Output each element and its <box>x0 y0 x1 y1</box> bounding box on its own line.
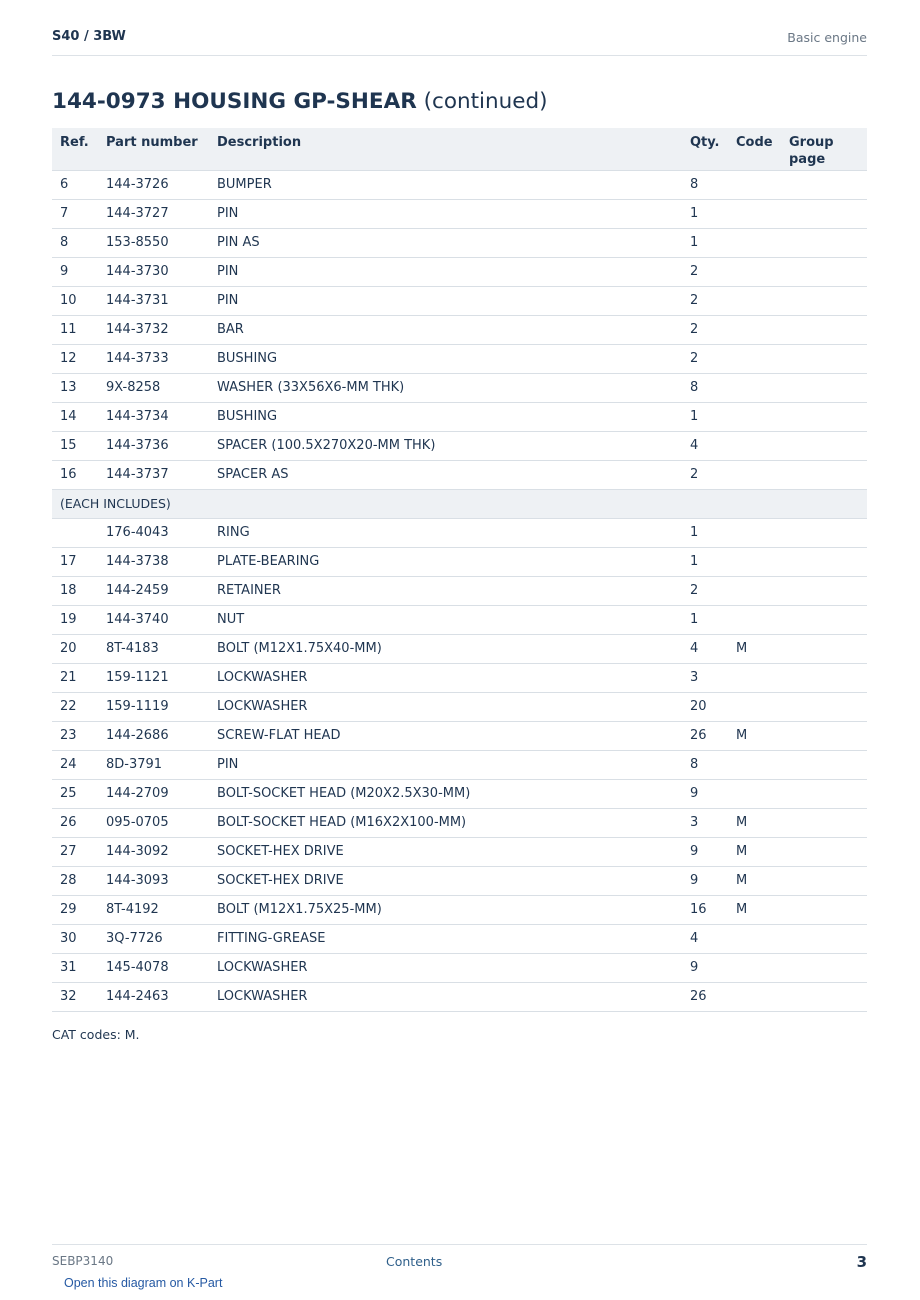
qty-cell: 8 <box>682 750 728 779</box>
group-page-cell <box>781 721 867 750</box>
ref-cell: 15 <box>52 431 98 460</box>
code-cell <box>728 228 781 257</box>
ref-cell: 13 <box>52 373 98 402</box>
ref-cell: 32 <box>52 982 98 1011</box>
table-row <box>52 170 867 199</box>
code-cell <box>728 692 781 721</box>
continued-label: (continued) <box>423 89 548 114</box>
part-number-cell: 144-3733 <box>98 344 209 373</box>
description-cell: BUSHING <box>209 344 682 373</box>
parts-table-body <box>52 170 867 1011</box>
ref-cell: 23 <box>52 721 98 750</box>
document-id: SEBP3140 <box>52 1254 114 1268</box>
table-row <box>52 837 867 866</box>
description-cell: BOLT-SOCKET HEAD (M20X2.5X30-MM) <box>209 779 682 808</box>
group-page-cell <box>781 402 867 431</box>
part-number-cell: 144-3093 <box>98 866 209 895</box>
code-cell <box>728 605 781 634</box>
description-cell: LOCKWASHER <box>209 953 682 982</box>
group-page-cell <box>781 460 867 489</box>
part-number-cell: 144-3092 <box>98 837 209 866</box>
part-number-cell: 159-1119 <box>98 692 209 721</box>
table-row <box>52 663 867 692</box>
cat-codes-note: CAT codes: M. <box>52 1027 140 1042</box>
qty-cell: 8 <box>682 373 728 402</box>
group-page-cell <box>781 779 867 808</box>
part-number-cell: 144-3726 <box>98 170 209 199</box>
description-cell: LOCKWASHER <box>209 692 682 721</box>
ref-cell <box>52 518 98 547</box>
table-row <box>52 982 867 1011</box>
contents-link[interactable]: Contents <box>386 1254 443 1269</box>
group-page-cell <box>781 634 867 663</box>
group-page-cell <box>781 895 867 924</box>
qty-cell: 9 <box>682 866 728 895</box>
table-row <box>52 431 867 460</box>
code-cell <box>728 924 781 953</box>
part-number-cell: 144-3730 <box>98 257 209 286</box>
part-number-cell: 159-1121 <box>98 663 209 692</box>
qty-cell: 16 <box>682 895 728 924</box>
code-cell <box>728 663 781 692</box>
part-number-cell: 145-4078 <box>98 953 209 982</box>
table-row <box>52 953 867 982</box>
part-number-cell: 9X-8258 <box>98 373 209 402</box>
table-row <box>52 692 867 721</box>
table-row <box>52 866 867 895</box>
description-cell: PIN <box>209 199 682 228</box>
code-cell <box>728 257 781 286</box>
code-cell <box>728 402 781 431</box>
table-row <box>52 228 867 257</box>
part-number-cell: 8T-4192 <box>98 895 209 924</box>
col-header-description: Description <box>209 128 682 170</box>
ref-cell: 25 <box>52 779 98 808</box>
group-page-cell <box>781 199 867 228</box>
group-page-cell <box>781 576 867 605</box>
group-page-cell <box>781 228 867 257</box>
qty-cell: 2 <box>682 286 728 315</box>
qty-cell: 26 <box>682 721 728 750</box>
description-cell: BAR <box>209 315 682 344</box>
group-page-cell <box>781 170 867 199</box>
table-row <box>52 257 867 286</box>
table-row <box>52 402 867 431</box>
qty-cell: 26 <box>682 982 728 1011</box>
description-cell: SOCKET-HEX DRIVE <box>209 837 682 866</box>
qty-cell: 1 <box>682 228 728 257</box>
description-cell: SPACER (100.5X270X20-MM THK) <box>209 431 682 460</box>
qty-cell: 1 <box>682 199 728 228</box>
qty-cell: 2 <box>682 344 728 373</box>
part-number-cell: 8T-4183 <box>98 634 209 663</box>
group-page-cell <box>781 315 867 344</box>
group-page-cell <box>781 866 867 895</box>
qty-cell: 3 <box>682 663 728 692</box>
ref-cell: 27 <box>52 837 98 866</box>
code-cell <box>728 460 781 489</box>
group-page-cell <box>781 663 867 692</box>
part-number-cell: 095-0705 <box>98 808 209 837</box>
description-cell: WASHER (33X56X6-MM THK) <box>209 373 682 402</box>
part-number-cell: 144-3738 <box>98 547 209 576</box>
code-cell <box>728 779 781 808</box>
table-row <box>52 344 867 373</box>
ref-cell: 7 <box>52 199 98 228</box>
qty-cell: 1 <box>682 605 728 634</box>
table-row <box>52 460 867 489</box>
qty-cell: 4 <box>682 431 728 460</box>
code-cell <box>728 286 781 315</box>
code-cell: M <box>728 837 781 866</box>
description-cell: FITTING-GREASE <box>209 924 682 953</box>
code-cell <box>728 431 781 460</box>
page-title <box>52 89 548 114</box>
group-page-cell <box>781 431 867 460</box>
code-cell <box>728 170 781 199</box>
group-page-cell <box>781 257 867 286</box>
page-footer <box>52 1244 867 1271</box>
description-cell: SCREW-FLAT HEAD <box>209 721 682 750</box>
description-cell: PLATE-BEARING <box>209 547 682 576</box>
table-row <box>52 924 867 953</box>
ref-cell: 31 <box>52 953 98 982</box>
part-number-cell: 144-3740 <box>98 605 209 634</box>
code-cell <box>728 518 781 547</box>
part-number-cell: 144-2686 <box>98 721 209 750</box>
code-cell <box>728 373 781 402</box>
ref-cell: 22 <box>52 692 98 721</box>
description-cell: LOCKWASHER <box>209 982 682 1011</box>
group-page-cell <box>781 344 867 373</box>
col-header-group-page: Group page <box>781 128 867 170</box>
parts-table <box>52 128 867 1012</box>
qty-cell: 20 <box>682 692 728 721</box>
part-number-cell: 144-2459 <box>98 576 209 605</box>
ref-cell: 19 <box>52 605 98 634</box>
table-row <box>52 779 867 808</box>
qty-cell: 1 <box>682 402 728 431</box>
qty-cell: 4 <box>682 924 728 953</box>
group-page-cell <box>781 547 867 576</box>
qty-cell: 1 <box>682 547 728 576</box>
table-row <box>52 199 867 228</box>
code-cell <box>728 547 781 576</box>
description-cell: PIN AS <box>209 228 682 257</box>
table-row <box>52 373 867 402</box>
ref-cell: 21 <box>52 663 98 692</box>
ref-cell: 6 <box>52 170 98 199</box>
ref-cell: 16 <box>52 460 98 489</box>
ref-cell: 29 <box>52 895 98 924</box>
qty-cell: 8 <box>682 170 728 199</box>
ref-cell: 30 <box>52 924 98 953</box>
ref-cell: 9 <box>52 257 98 286</box>
group-page-cell <box>781 518 867 547</box>
description-cell: BUMPER <box>209 170 682 199</box>
description-cell: LOCKWASHER <box>209 663 682 692</box>
qty-cell: 3 <box>682 808 728 837</box>
table-row <box>52 576 867 605</box>
description-cell: BOLT (M12X1.75X40-MM) <box>209 634 682 663</box>
part-number-cell: 144-3737 <box>98 460 209 489</box>
group-page-cell <box>781 605 867 634</box>
table-row <box>52 750 867 779</box>
ref-cell: 20 <box>52 634 98 663</box>
part-number-cell: 144-3727 <box>98 199 209 228</box>
table-row <box>52 895 867 924</box>
qty-cell: 9 <box>682 779 728 808</box>
part-number-cell: 3Q-7726 <box>98 924 209 953</box>
description-cell: SOCKET-HEX DRIVE <box>209 866 682 895</box>
model-label: S40 / 3BW <box>52 29 126 44</box>
description-cell: RING <box>209 518 682 547</box>
col-header-code: Code <box>728 128 781 170</box>
description-cell: PIN <box>209 257 682 286</box>
code-cell: M <box>728 808 781 837</box>
description-cell: BOLT (M12X1.75X25-MM) <box>209 895 682 924</box>
description-cell: SPACER AS <box>209 460 682 489</box>
table-header-row <box>52 128 867 170</box>
group-code-name: 144-0973 HOUSING GP-SHEAR <box>52 89 417 114</box>
code-cell <box>728 750 781 779</box>
table-row <box>52 547 867 576</box>
qty-cell: 2 <box>682 315 728 344</box>
part-number-cell: 8D-3791 <box>98 750 209 779</box>
part-number-cell: 144-3734 <box>98 402 209 431</box>
table-row <box>52 518 867 547</box>
part-number-cell: 153-8550 <box>98 228 209 257</box>
code-cell: M <box>728 721 781 750</box>
group-page-cell <box>781 750 867 779</box>
code-cell: M <box>728 634 781 663</box>
part-number-cell: 176-4043 <box>98 518 209 547</box>
table-row <box>52 808 867 837</box>
note-cell: (EACH INCLUDES) <box>52 489 867 518</box>
ref-cell: 12 <box>52 344 98 373</box>
ref-cell: 26 <box>52 808 98 837</box>
part-number-cell: 144-3732 <box>98 315 209 344</box>
ref-cell: 10 <box>52 286 98 315</box>
code-cell: M <box>728 895 781 924</box>
code-cell <box>728 199 781 228</box>
col-header-part-number: Part number <box>98 128 209 170</box>
code-cell <box>728 982 781 1011</box>
kpart-link[interactable]: Open this diagram on K-Part <box>64 1276 223 1290</box>
description-cell: BOLT-SOCKET HEAD (M16X2X100-MM) <box>209 808 682 837</box>
page-number: 3 <box>856 1253 867 1271</box>
group-page-cell <box>781 837 867 866</box>
col-header-qty: Qty. <box>682 128 728 170</box>
qty-cell: 1 <box>682 518 728 547</box>
table-row <box>52 286 867 315</box>
qty-cell: 9 <box>682 837 728 866</box>
group-page-cell <box>781 953 867 982</box>
group-page-cell <box>781 373 867 402</box>
section-label: Basic engine <box>787 30 867 45</box>
code-cell <box>728 344 781 373</box>
code-cell: M <box>728 866 781 895</box>
ref-cell: 14 <box>52 402 98 431</box>
ref-cell: 8 <box>52 228 98 257</box>
description-cell: RETAINER <box>209 576 682 605</box>
part-number-cell: 144-2463 <box>98 982 209 1011</box>
table-row <box>52 315 867 344</box>
qty-cell: 2 <box>682 460 728 489</box>
ref-cell: 11 <box>52 315 98 344</box>
description-cell: BUSHING <box>209 402 682 431</box>
description-cell: PIN <box>209 750 682 779</box>
part-number-cell: 144-3731 <box>98 286 209 315</box>
code-cell <box>728 953 781 982</box>
group-page-cell <box>781 692 867 721</box>
ref-cell: 17 <box>52 547 98 576</box>
group-page-cell <box>781 808 867 837</box>
part-number-cell: 144-3736 <box>98 431 209 460</box>
page-header <box>52 27 867 56</box>
qty-cell: 2 <box>682 257 728 286</box>
description-cell: NUT <box>209 605 682 634</box>
table-note-row <box>52 489 867 518</box>
col-header-ref: Ref. <box>52 128 98 170</box>
code-cell <box>728 576 781 605</box>
ref-cell: 18 <box>52 576 98 605</box>
table-row <box>52 721 867 750</box>
qty-cell: 2 <box>682 576 728 605</box>
table-row <box>52 634 867 663</box>
qty-cell: 4 <box>682 634 728 663</box>
ref-cell: 24 <box>52 750 98 779</box>
table-row <box>52 605 867 634</box>
description-cell: PIN <box>209 286 682 315</box>
group-page-cell <box>781 982 867 1011</box>
code-cell <box>728 315 781 344</box>
qty-cell: 9 <box>682 953 728 982</box>
group-page-cell <box>781 286 867 315</box>
group-page-cell <box>781 924 867 953</box>
ref-cell: 28 <box>52 866 98 895</box>
part-number-cell: 144-2709 <box>98 779 209 808</box>
